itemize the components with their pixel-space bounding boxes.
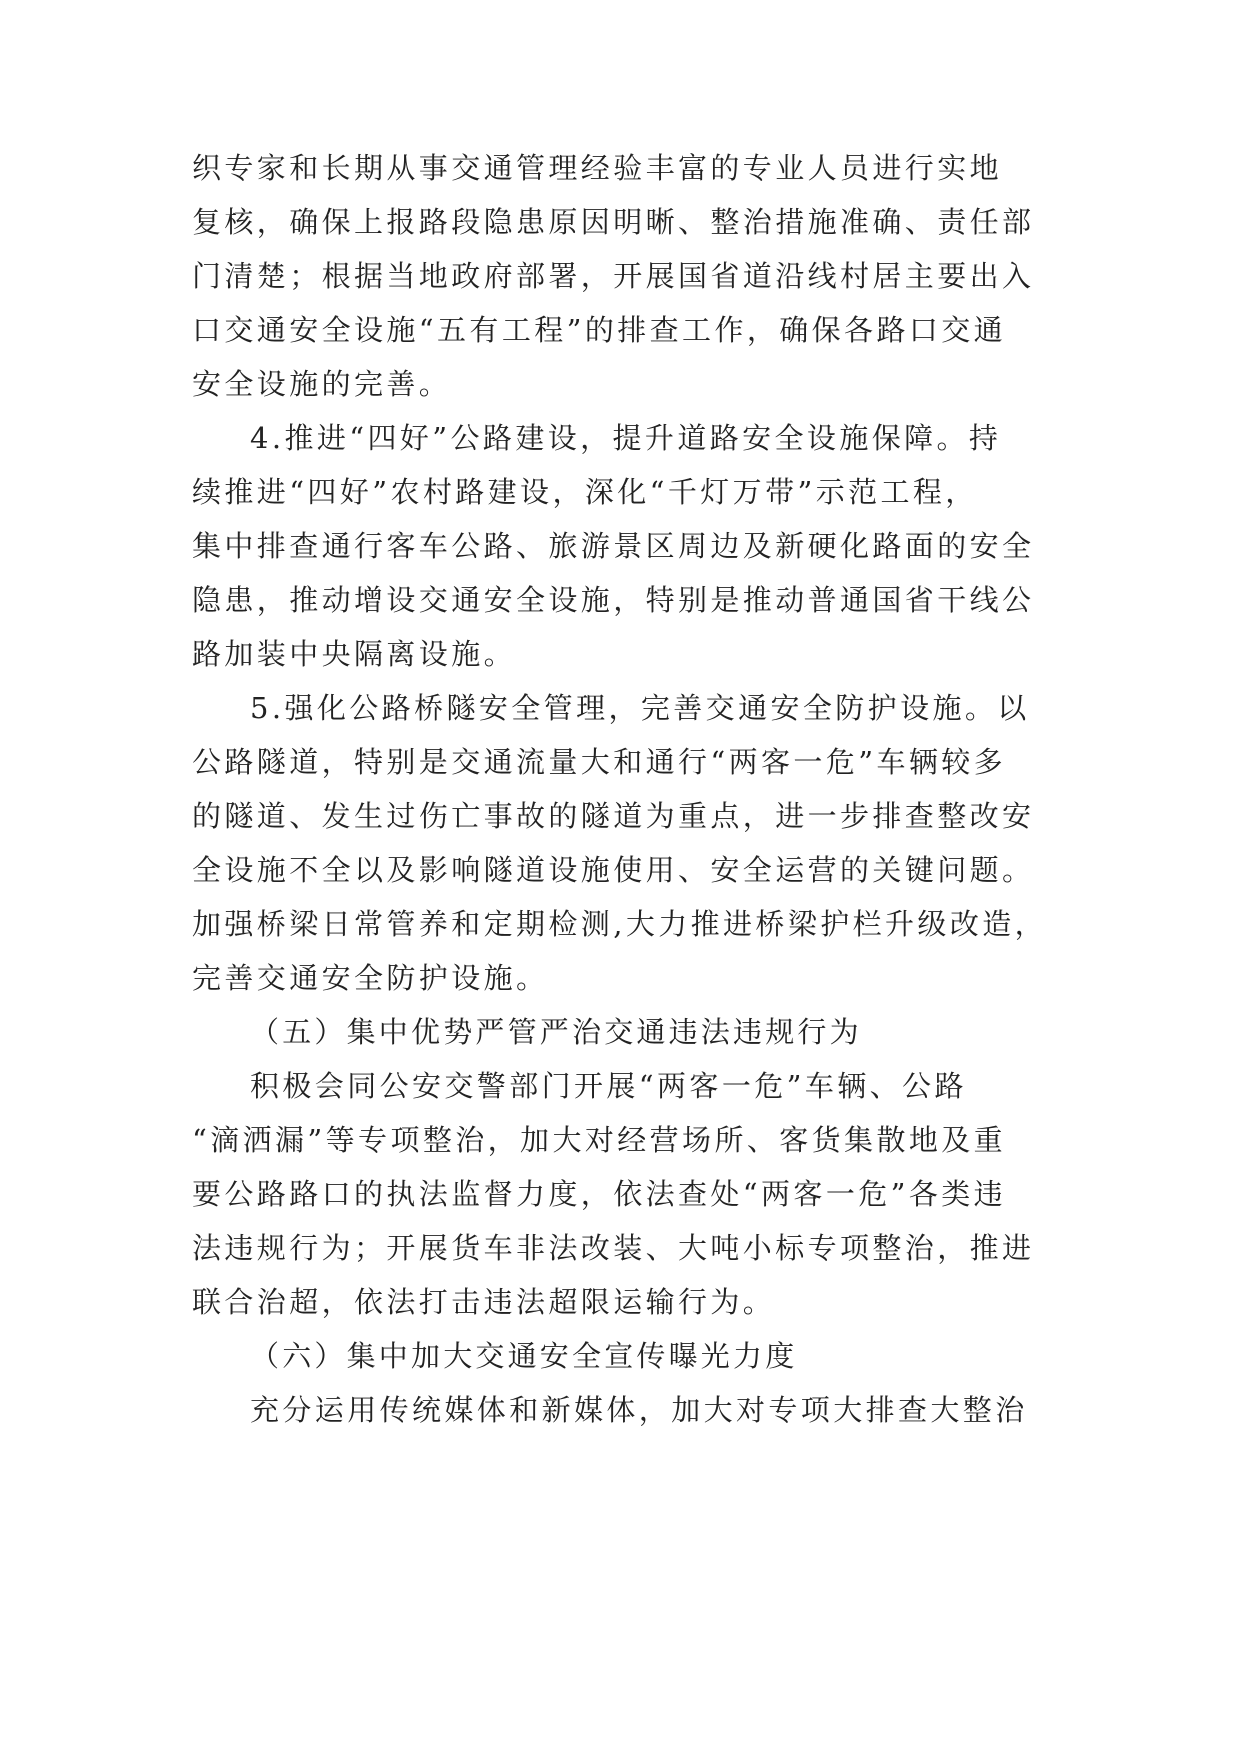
- section-heading-6: （六）集中加大交通安全宣传曝光力度: [250, 1339, 798, 1373]
- body-line: 集中排查通行客车公路、旅游景区周边及新硬化路面的安全: [192, 529, 1035, 563]
- body-line: 联合治超，依法打击违法超限运输行为。: [192, 1285, 776, 1319]
- body-line: 加强桥梁日常管养和定期检测,大力推进桥梁护栏升级改造，: [192, 907, 1048, 941]
- paragraph-start: 积极会同公安交警部门开展“两客一危”车辆、公路: [250, 1069, 967, 1103]
- body-line: 隐患，推动增设交通安全设施，特别是推动普通国省干线公: [192, 583, 1035, 617]
- body-line: 路加装中央隔离设施。: [192, 637, 517, 671]
- body-line: 完善交通安全防护设施。: [192, 961, 549, 995]
- body-line: 安全设施的完善。: [192, 367, 452, 401]
- body-line: 全设施不全以及影响隧道设施使用、安全运营的关键问题。: [192, 853, 1035, 887]
- body-line: 织专家和长期从事交通管理经验丰富的专业人员进行实地: [192, 151, 1003, 185]
- body-line: 的隧道、发生过伤亡事故的隧道为重点，进一步排查整改安: [192, 799, 1035, 833]
- body-line: 要公路路口的执法监督力度，依法查处“两客一危”各类违: [192, 1177, 1007, 1211]
- numbered-item-5: 5.强化公路桥隧安全管理，完善交通安全防护设施。以: [250, 691, 1030, 725]
- body-line: “滴洒漏”等专项整治，加大对经营场所、客货集散地及重: [192, 1123, 1007, 1157]
- body-line: 公路隧道，特别是交通流量大和通行“两客一危”车辆较多: [192, 745, 1007, 779]
- numbered-item-4: 4.推进“四好”公路建设，提升道路安全设施保障。持: [250, 421, 1002, 455]
- body-line: 复核，确保上报路段隐患原因明晰、整治措施准确、责任部: [192, 205, 1035, 239]
- body-line: 法违规行为；开展货车非法改装、大吨小标专项整治，推进: [192, 1231, 1035, 1265]
- body-line: 门清楚；根据当地政府部署，开展国省道沿线村居主要出入: [192, 259, 1035, 293]
- section-heading-5: （五）集中优势严管严治交通违法违规行为: [250, 1015, 862, 1049]
- body-line: 续推进“四好”农村路建设，深化“千灯万带”示范工程，: [192, 475, 978, 509]
- paragraph-start: 充分运用传统媒体和新媒体，加大对专项大排查大整治: [250, 1393, 1028, 1427]
- body-line: 口交通安全设施“五有工程”的排查工作，确保各路口交通: [192, 313, 1007, 347]
